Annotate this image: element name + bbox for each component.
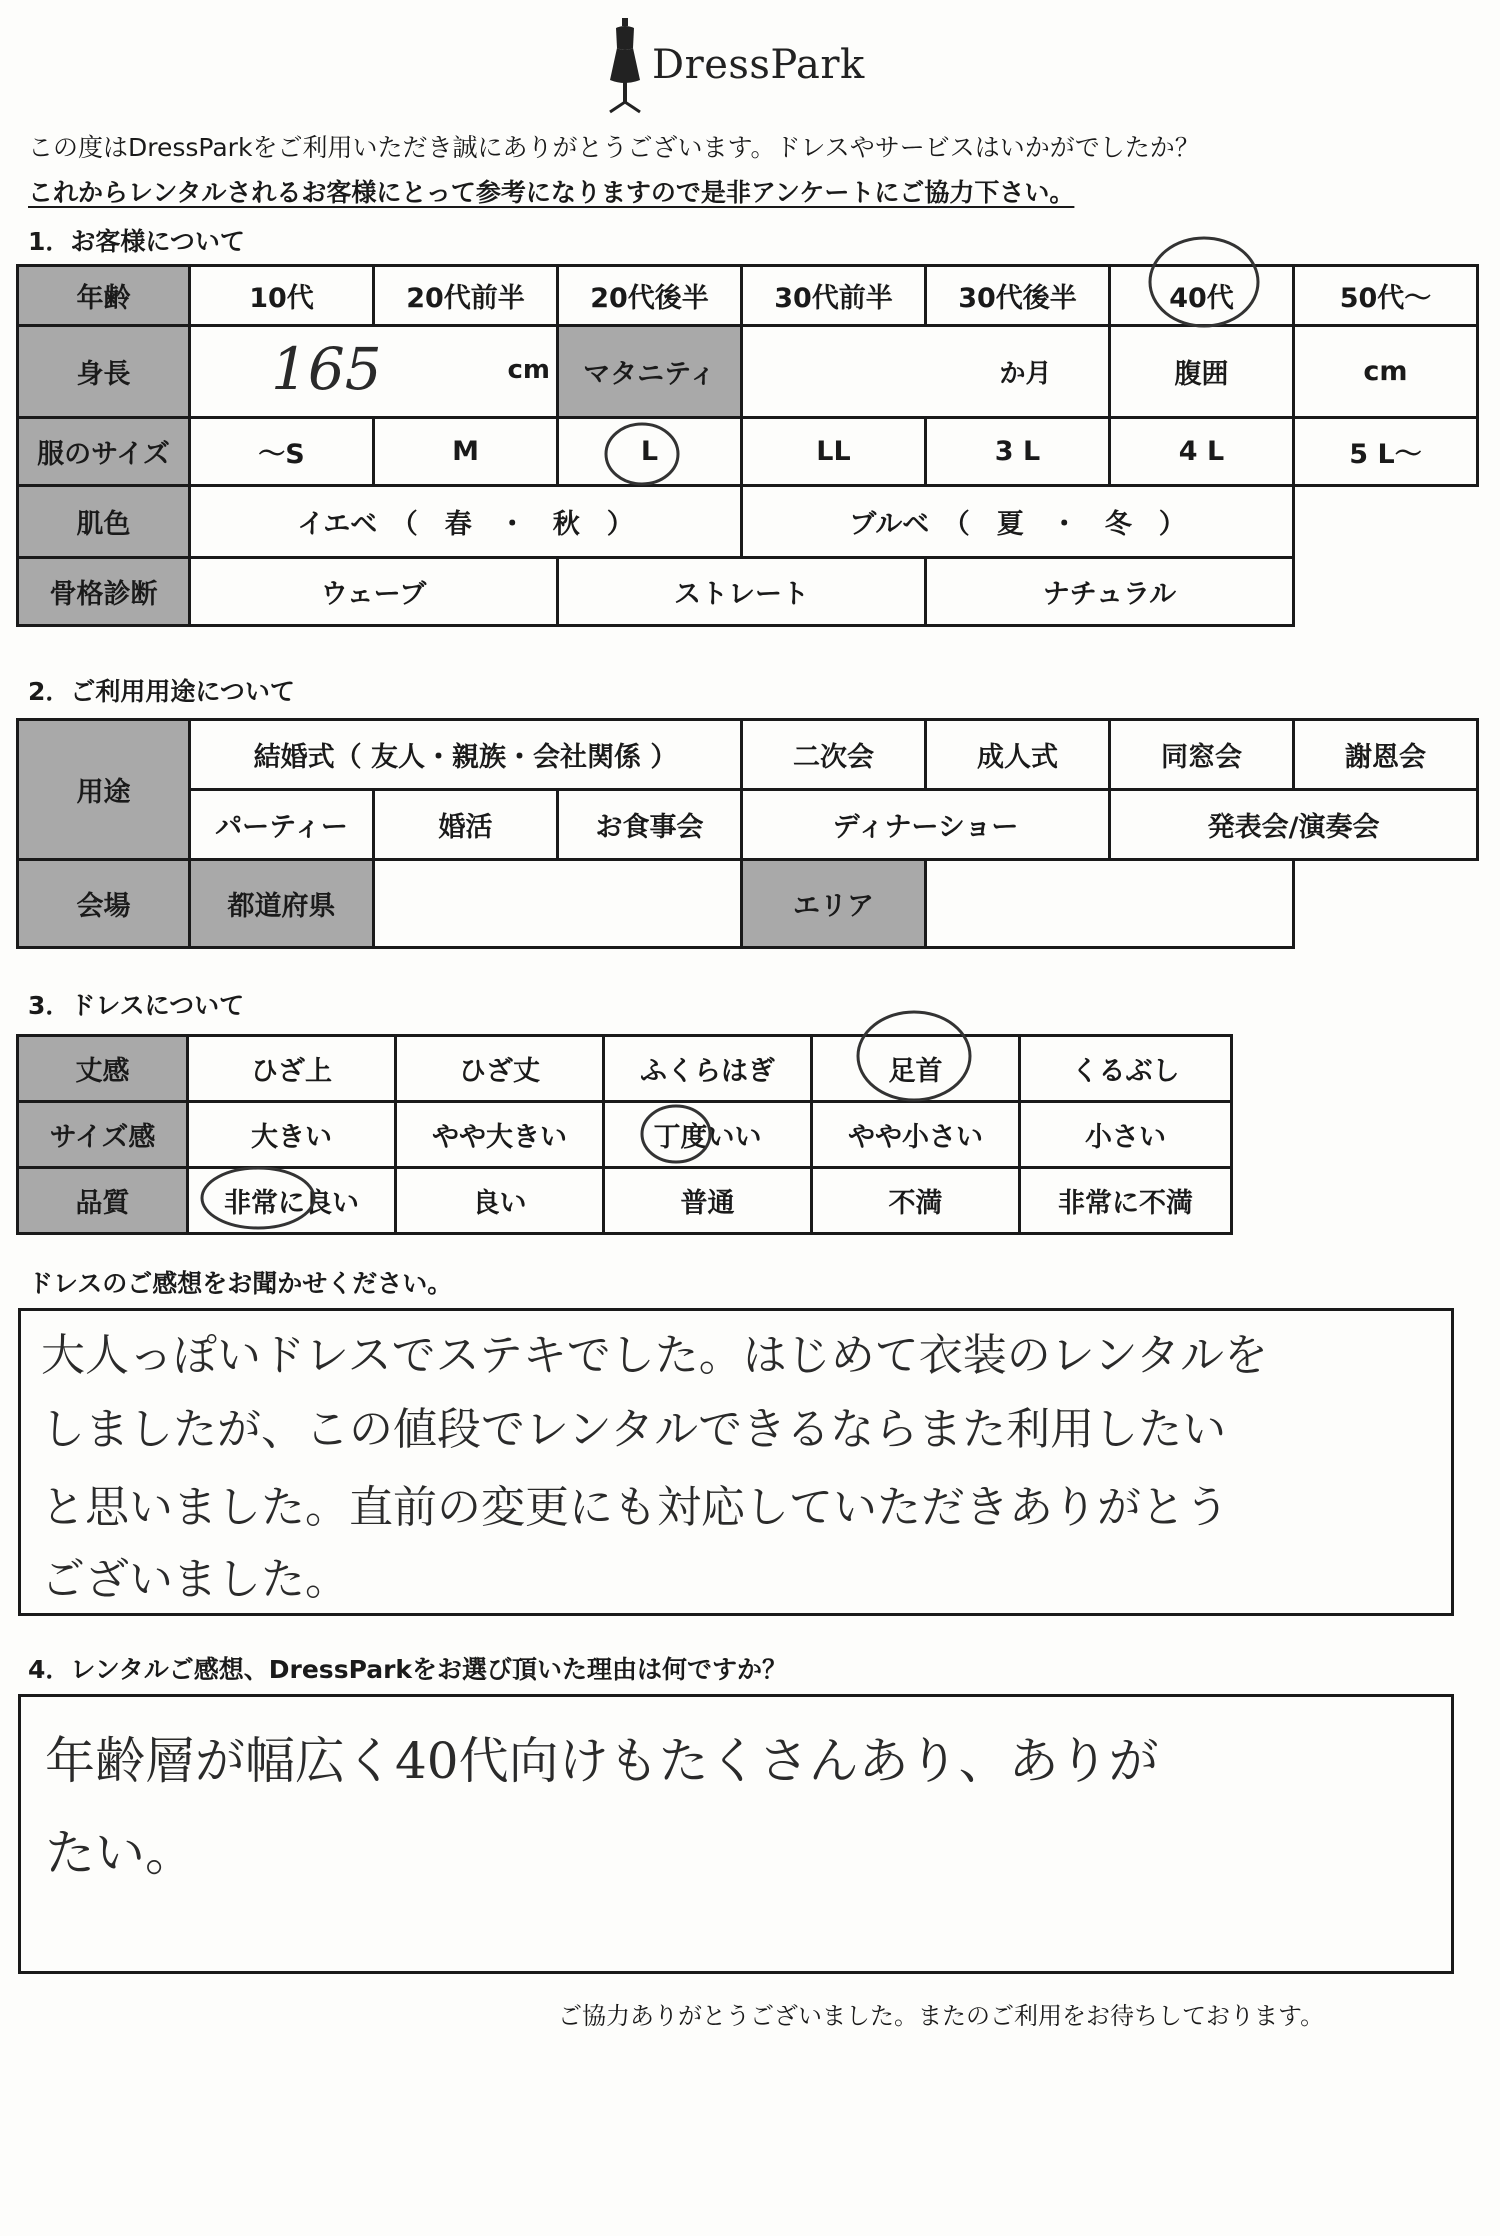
wedding-option[interactable]: 結婚式（ 友人・親族・会社関係 ） [190, 720, 742, 790]
quality-option[interactable]: 良い [396, 1168, 604, 1234]
skin-yellow-option[interactable]: イエベ （ 春 ・ 秋 ） [190, 486, 742, 558]
purpose-option[interactable]: お食事会 [558, 790, 742, 860]
fit-label: サイズ感 [18, 1102, 188, 1168]
waist-label: 腹囲 [1110, 326, 1294, 418]
length-option[interactable]: ひざ上 [188, 1036, 396, 1102]
size-option[interactable]: 3 L [926, 418, 1110, 486]
quality-option[interactable]: 普通 [604, 1168, 812, 1234]
age-option[interactable]: 10代 [190, 266, 374, 326]
size-option[interactable]: 4 L [1110, 418, 1294, 486]
purpose-option[interactable]: パーティー [190, 790, 374, 860]
age-label: 年齢 [18, 266, 190, 326]
waist-unit: cm [1363, 356, 1408, 387]
age-option[interactable]: 30代前半 [742, 266, 926, 326]
logo [600, 18, 900, 118]
size-option[interactable]: LL [742, 418, 926, 486]
impression-line: ございました。 [41, 1554, 349, 1605]
length-option[interactable]: くるぶし [1020, 1036, 1232, 1102]
size-option-selected[interactable]: L [558, 418, 742, 486]
height-label: 身長 [18, 326, 190, 418]
purpose-option[interactable]: 二次会 [742, 720, 926, 790]
size-option[interactable]: M [374, 418, 558, 486]
blank-cell [1294, 486, 1478, 558]
fit-option[interactable]: やや小さい [812, 1102, 1020, 1168]
length-label: 丈感 [18, 1036, 188, 1102]
section-1-title: 1．お客様について [28, 227, 245, 256]
skin-label: 肌色 [18, 486, 190, 558]
skeleton-label: 骨格診断 [18, 558, 190, 626]
impression-prompt: ドレスのご感想をお聞かせください。 [28, 1269, 453, 1298]
reason-textarea[interactable] [18, 1694, 1454, 1974]
maternity-label: マタニティ [558, 326, 742, 418]
venue-label: 会場 [18, 860, 190, 948]
impression-textarea[interactable] [18, 1308, 1454, 1616]
length-option[interactable]: ひざ丈 [396, 1036, 604, 1102]
age-option[interactable]: 20代前半 [374, 266, 558, 326]
impression-line: しましたが、この値段でレンタルできるならまた利用したい [41, 1404, 1227, 1455]
age-option-selected[interactable]: 40代 [1110, 266, 1294, 326]
blank-cell [1294, 558, 1478, 626]
purpose-label: 用途 [18, 720, 190, 860]
dress-table [16, 1034, 1233, 1235]
age-option[interactable]: 20代後半 [558, 266, 742, 326]
age-option[interactable]: 50代〜 [1294, 266, 1478, 326]
quality-label: 品質 [18, 1168, 188, 1234]
blank-cell [1294, 860, 1478, 948]
purpose-option[interactable]: ディナーショー [742, 790, 1110, 860]
purpose-option[interactable]: 謝恩会 [1294, 720, 1478, 790]
waist-field[interactable] [1294, 326, 1478, 418]
skeleton-option[interactable]: ストレート [558, 558, 926, 626]
purpose-option[interactable]: 成人式 [926, 720, 1110, 790]
fit-option-selected[interactable]: 丁度いい [604, 1102, 812, 1168]
size-option[interactable]: 5 L〜 [1294, 418, 1478, 486]
reason-line: たい。 [45, 1824, 195, 1882]
purpose-option[interactable]: 同窓会 [1110, 720, 1294, 790]
months-field[interactable] [742, 326, 1110, 418]
age-option[interactable]: 30代後半 [926, 266, 1110, 326]
intro-line-1: この度はDressParkをご利用いただき誠にありがとうございます。ドレスやサービスはいかがでしたか？ [28, 133, 1200, 162]
closing-message: ご協力ありがとうございました。またのご利用をお待ちしております。 [558, 2002, 1325, 2030]
fit-option[interactable]: やや大きい [396, 1102, 604, 1168]
area-label: エリア [742, 860, 926, 948]
size-option[interactable]: 〜S [190, 418, 374, 486]
impression-line: 大人っぽいドレスでステキでした。はじめて衣装のレンタルを [41, 1330, 1268, 1381]
height-unit: cm [507, 355, 550, 385]
section-2-title: 2．ご利用用途について [28, 677, 295, 706]
intro-line-2: これからレンタルされるお客様にとって参考になりますので是非アンケートにご協力下さい。 [28, 178, 1075, 207]
length-option-selected[interactable]: 足首 [812, 1036, 1020, 1102]
height-field[interactable] [190, 326, 558, 418]
fit-option[interactable]: 大きい [188, 1102, 396, 1168]
brand-name: DressPark [652, 42, 865, 88]
skeleton-option[interactable]: ウェーブ [190, 558, 558, 626]
months-unit: か月 [999, 359, 1052, 389]
reason-line: 年齢層が幅広く40代向けもたくさんあり、ありが [45, 1732, 1159, 1790]
quality-option[interactable]: 非常に不満 [1020, 1168, 1232, 1234]
section-4-title: 4．レンタルご感想、DressParkをお選び頂いた理由は何ですか？ [28, 1655, 788, 1684]
dress-form-icon [600, 18, 650, 118]
purpose-option[interactable]: 発表会/演奏会 [1110, 790, 1478, 860]
height-value: 165 [271, 335, 382, 403]
quality-option-selected[interactable]: 非常に良い [188, 1168, 396, 1234]
section-3-title: 3．ドレスについて [28, 991, 245, 1020]
area-field[interactable] [926, 860, 1294, 948]
prefecture-label: 都道府県 [190, 860, 374, 948]
quality-option[interactable]: 不満 [812, 1168, 1020, 1234]
fit-option[interactable]: 小さい [1020, 1102, 1232, 1168]
customer-info-table [16, 264, 1479, 627]
skin-blue-option[interactable]: ブルベ （ 夏 ・ 冬 ） [742, 486, 1294, 558]
prefecture-field[interactable] [374, 860, 742, 948]
skeleton-option[interactable]: ナチュラル [926, 558, 1294, 626]
purpose-option[interactable]: 婚活 [374, 790, 558, 860]
size-label: 服のサイズ [18, 418, 190, 486]
impression-line: と思いました。直前の変更にも対応していただきありがとう [41, 1482, 1229, 1533]
usage-table [16, 718, 1479, 949]
length-option[interactable]: ふくらはぎ [604, 1036, 812, 1102]
